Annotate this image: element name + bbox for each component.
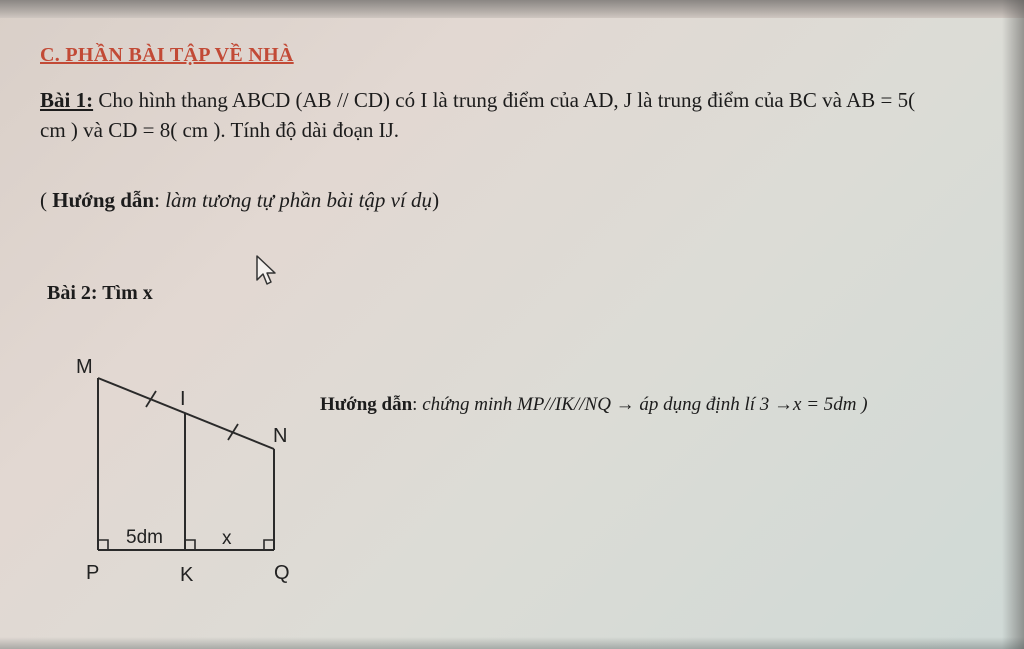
- screen-bottom-edge: [0, 637, 1024, 649]
- segment-label-kq: x: [222, 528, 232, 549]
- point-label-i: I: [180, 388, 186, 410]
- point-label-n: N: [273, 425, 288, 447]
- right-angle-p: [98, 540, 108, 550]
- mouse-pointer-icon: [255, 254, 279, 288]
- exercise-1-text-line1: Cho hình thang ABCD (AB // CD) có I là trung điểm của AD, J là trung điểm của BC và AB = 5(: [93, 88, 916, 112]
- geometry-figure: [70, 345, 310, 595]
- section-title: C. PHẦN BÀI TẬP VỀ NHÀ: [40, 44, 294, 66]
- hint-1-open-paren: (: [40, 188, 53, 212]
- point-label-m: M: [76, 356, 93, 378]
- hint-2-label: Hướng dẫn: [320, 394, 413, 415]
- hint-1: [40, 185, 439, 215]
- exercise-1-text-line2: cm ) và CD = 8( cm ). Tính độ dài đoạn IJ.: [40, 118, 400, 142]
- hint-1-label: Hướng dẫn: [52, 188, 155, 212]
- point-label-p: P: [86, 562, 100, 584]
- exercise-2-title: Bài 2: Tìm x: [47, 282, 153, 304]
- hint-1-close-paren: ): [432, 188, 440, 212]
- point-label-k: K: [180, 564, 194, 586]
- segment-label-pk: 5dm: [126, 527, 163, 548]
- exercise-1-label: Bài 1:: [40, 88, 94, 112]
- hint-2: [320, 394, 868, 416]
- screen-top-edge: [0, 0, 1024, 18]
- hint-1-text: làm tương tự phần bài tập ví dụ: [165, 188, 433, 212]
- screen-right-edge: [1002, 0, 1024, 649]
- point-label-q: Q: [274, 562, 290, 584]
- hint-2-colon: :: [412, 394, 423, 415]
- right-angle-q: [264, 540, 274, 550]
- hint-1-colon: :: [154, 188, 166, 212]
- exercise-1: [40, 85, 1000, 145]
- hint-2-text: chứng minh MP//IK//NQ → áp dụng định lí 3 →x = 5dm ): [422, 394, 868, 415]
- right-angle-k: [185, 540, 195, 550]
